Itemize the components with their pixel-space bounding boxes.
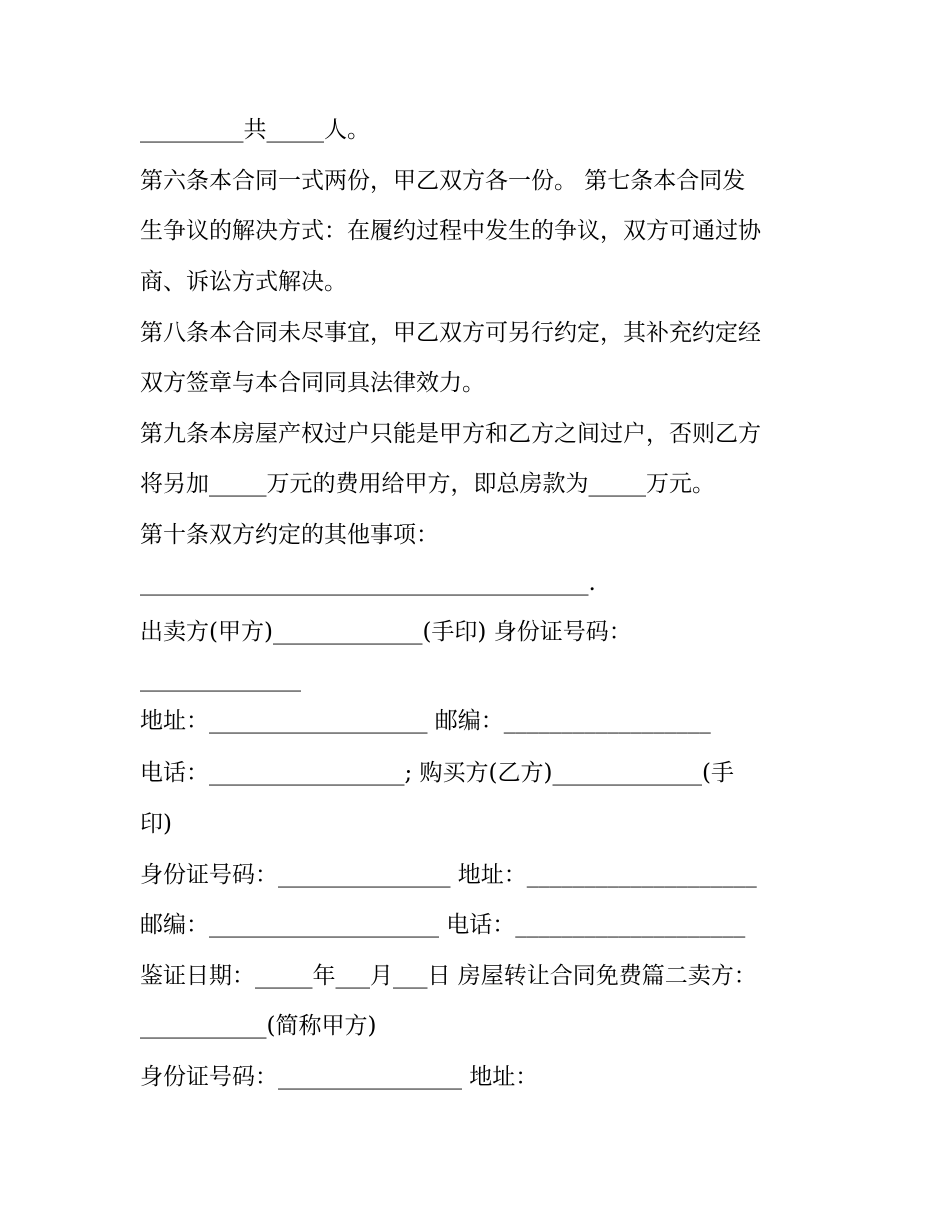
text-line: 地址：___________________ 邮编：__________________ <box>140 708 711 734</box>
text-line: 身份证号码：_______________ 地址：____________________ <box>140 862 757 888</box>
text-line: 商、诉讼方式解决。 <box>140 269 347 295</box>
text-line: 将另加_____万元的费用给甲方，即总房款为_____万元。 <box>140 471 715 497</box>
text-line: 第十条双方约定的其他事项： <box>140 522 439 548</box>
text-line: 出卖方(甲方)_____________(手印) 身份证号码： <box>140 619 632 645</box>
text-line: ______________ <box>140 666 301 692</box>
text-line: 第九条本房屋产权过户只能是甲方和乙方之间过户，否则乙方 <box>140 421 761 447</box>
text-line: 邮编：____________________ 电话：____________________ <box>140 912 746 938</box>
text-line: 第六条本合同一式两份，甲乙双方各一份。 第七条本合同发 <box>140 168 746 194</box>
text-line: 双方签章与本合同同具法律效力。 <box>140 370 485 396</box>
text-line: 印) <box>140 811 172 837</box>
text-line: _________共_____人。 <box>140 117 370 143</box>
text-line: ___________(简称甲方) <box>140 1013 377 1039</box>
text-line: 鉴证日期：_____年___月___日 房屋转让合同免费篇二卖方： <box>140 963 757 989</box>
text-line: 电话：_________________; 购买方(乙方)_____________(手 <box>140 760 734 786</box>
text-line: 生争议的解决方式：在履约过程中发生的争议，双方可通过协 <box>140 218 761 244</box>
text-line: _______________________________________. <box>140 570 596 596</box>
text-line: 第八条本合同未尽事宜，甲乙双方可另行约定，其补充约定经 <box>140 320 761 346</box>
text-line: 身份证号码：________________ 地址： <box>140 1064 539 1090</box>
